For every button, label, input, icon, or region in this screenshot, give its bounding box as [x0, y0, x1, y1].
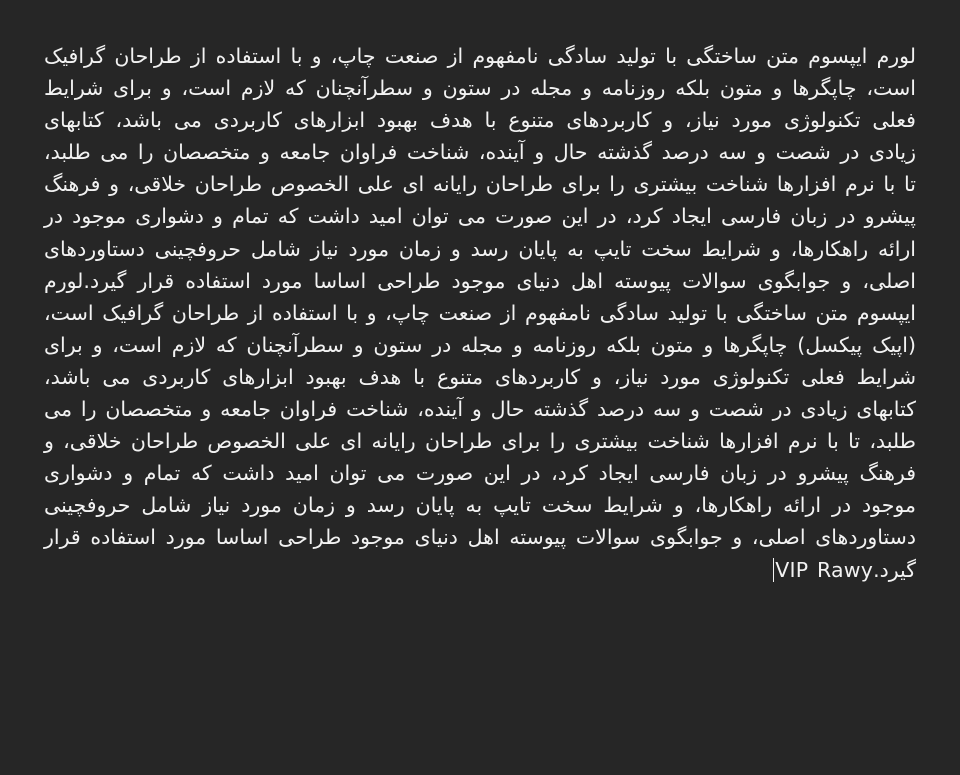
body-text: لورم ایپسوم متن ساختگی با تولید سادگی نامفهوم از صنعت چاپ، و با استفاده از طراحان گرافیک است، چاپگرها و متون بلکه روزنامه و مجله در ستون و سطرآنچنان که لازم است، و برای شرایط فعلی تکنولوژی مورد نیاز، و کاربردهای متنوع با هدف بهبود ابزارهای کاربردی می باشد، کتابهای زیادی در شصت و سه درصد گذشته حال و آینده، شناخت فراوان جامعه و متخصصان را می طلبد، تا با نرم افزارها شناخت بیشتری را برای طراحان رایانه ای علی الخصوص طراحان خلاقی، و فرهنگ پیشرو در زبان فارسی ایجاد کرد، در این صورت می توان امید داشت که تمام و دشواری موجود در ارائه راهکارها، و شرایط سخت تایپ به پایان رسد و زمان مورد نیاز شامل حروفچینی دستاوردهای اصلی، و جوابگوی سوالات پیوسته اهل دنیای موجود طراحی اساسا مورد استفاده قرار گیرد.لورم ایپسوم متن ساختگی با تولید سادگی نامفهوم از صنعت چاپ، و با استفاده از طراحان گرافیک است، (اپیک پیکسل) چاپگرها و متون بلکه روزنامه و مجله در ستون و سطرآنچنان که لازم است، و برای شرایط فعلی تکنولوژی مورد نیاز، و کاربردهای متنوع با هدف بهبود ابزارهای کاربردی می باشد، کتابهای زیادی در شصت و سه درصد گذشته حال و آینده، شناخت فراوان جامعه و متخصصان را می طلبد، تا با نرم افزارها شناخت بیشتری را برای طراحان رایانه ای علی الخصوص طراحان خلاقی، و فرهنگ پیشرو در زبان فارسی ایجاد کرد، در این صورت می توان امید داشت که تمام و دشواری موجود در ارائه راهکارها، و شرایط سخت تایپ به پایان رسد و زمان مورد نیاز شامل حروفچینی دستاوردهای اصلی، و جوابگوی سوالات پیوسته اهل دنیای موجود طراحی اساسا مورد استفاده قرار گیرد. — [44, 44, 916, 582]
inserted-text-ending — [772, 558, 873, 582]
document-paragraph[interactable] — [44, 40, 916, 586]
inserted-text: VIP Rawy — [775, 557, 874, 582]
